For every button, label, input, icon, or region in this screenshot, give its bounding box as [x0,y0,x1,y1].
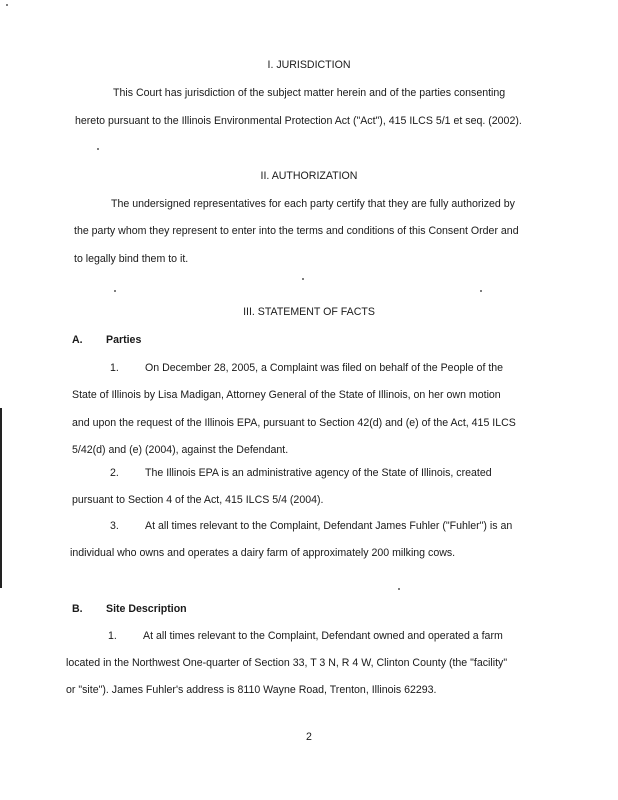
subsection-letter: A. [72,334,83,346]
scan-speck [398,588,400,590]
paragraph-line: to legally bind them to it. [74,253,189,265]
scan-speck [6,4,8,6]
paragraph-line: The Illinois EPA is an administrative agency of the State of Illinois, created [145,467,492,479]
subsection-title-site-description: Site Description [106,603,187,615]
paragraph-line: the party whom they represent to enter into the terms and conditions of this Consent Order and [74,225,519,237]
section-heading-facts: III. STATEMENT OF FACTS [243,306,375,318]
paragraph-number: 3. [110,520,119,532]
paragraph-line: hereto pursuant to the Illinois Environmental Protection Act ("Act"), 415 ILCS 5/1 et seq. (2002). [75,115,522,127]
paragraph-line: pursuant to Section 4 of the Act, 415 ILCS 5/4 (2004). [72,494,324,506]
scan-edge-mark [0,408,2,588]
paragraph-line: At all times relevant to the Complaint, Defendant James Fuhler ("Fuhler") is an [145,520,513,532]
paragraph-line: and upon the request of the Illinois EPA, pursuant to Section 42(d) and (e) of the Act, 415 ILCS [72,417,516,429]
paragraph-number: 1. [110,362,119,374]
subsection-title-parties: Parties [106,334,142,346]
paragraph-line: individual who owns and operates a dairy farm of approximately 200 milking cows. [70,547,456,559]
scan-speck [480,290,482,292]
paragraph-number: 2. [110,467,119,479]
scan-speck [114,290,116,292]
scan-speck [302,278,304,280]
section-heading-authorization: II. AUTHORIZATION [260,170,358,182]
paragraph-line: The undersigned representatives for each party certify that they are fully authorized by [111,198,515,210]
subsection-letter: B. [72,603,83,615]
paragraph-line: This Court has jurisdiction of the subject matter herein and of the parties consenting [113,87,506,99]
paragraph-line: or "site"). James Fuhler's address is 8110 Wayne Road, Trenton, Illinois 62293. [66,684,437,696]
paragraph-line: At all times relevant to the Complaint, Defendant owned and operated a farm [143,630,503,642]
page-number: 2 [306,731,312,743]
scan-speck [97,148,99,150]
section-heading-jurisdiction: I. JURISDICTION [267,59,351,71]
paragraph-line: On December 28, 2005, a Complaint was filed on behalf of the People of the [145,362,504,374]
paragraph-line: 5/42(d) and (e) (2004), against the Defendant. [72,444,289,456]
paragraph-number: 1. [108,630,117,642]
paragraph-line: State of Illinois by Lisa Madigan, Attorney General of the State of Illinois, on her own motion [72,389,501,401]
paragraph-line: located in the Northwest One-quarter of Section 33, T 3 N, R 4 W, Clinton County (the "facility" [66,657,508,669]
